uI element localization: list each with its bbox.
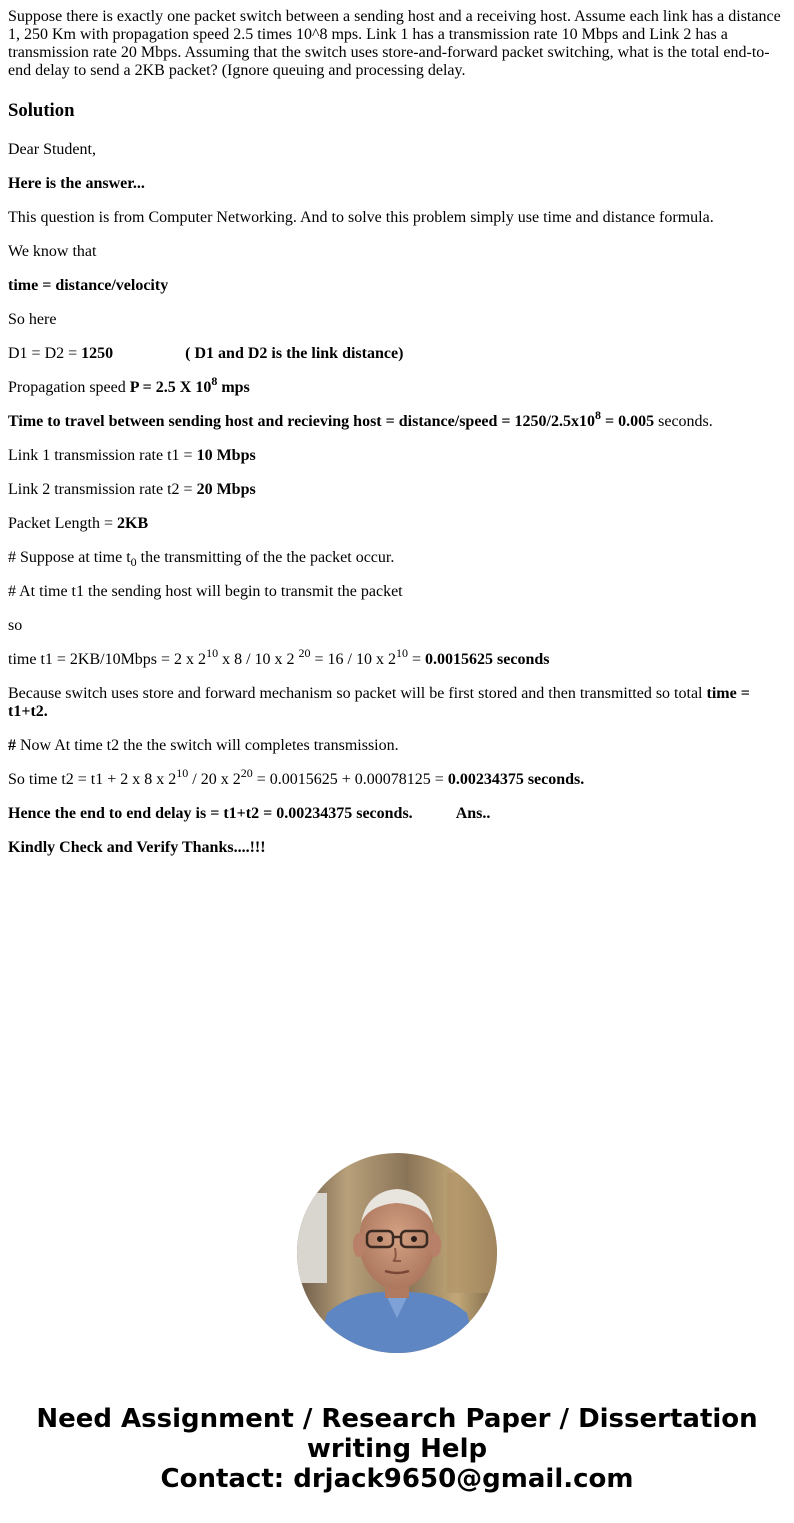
now-t2-line: # Now At time t2 the the switch will completes transmission. <box>8 737 399 754</box>
packet-length-line: Packet Length = 2KB <box>8 515 149 532</box>
store-forward-line: Because switch uses store and forward mechanism so packet will be first stored and then transmitted so total time = t1+t2. <box>8 685 750 720</box>
we-know-line: We know that <box>8 243 97 260</box>
solution-heading: Solution <box>8 100 75 121</box>
link2-rate-line: Link 2 transmission rate t2 = 20 Mbps <box>8 481 256 498</box>
greeting: Dear Student, <box>8 141 96 158</box>
footer-contact: Contact: drjack9650@gmail.com <box>160 1464 634 1494</box>
distance-line: D1 = D2 = 1250 ( D1 and D2 is the link distance) <box>8 345 404 362</box>
t1-calculation-line: time t1 = 2KB/10Mbps = 2 x $2^{10}$ x 8 / 10 x 2 $^{20}$ = 16 / 10 x $2^{10} = 0.0015625$ seconds <box>8 645 550 668</box>
end-delay-line: Hence the end to end delay is = t1+t2 = 0.00234375 seconds. Ans.. <box>8 805 491 822</box>
footer-line-2: writing Help <box>306 1434 488 1464</box>
at-t1-line: # At time t1 the sending host will begin to transmit the packet <box>8 583 403 600</box>
kindly-check-line: Kindly Check and Verify Thanks....!!! <box>8 839 266 856</box>
footer-banner <box>0 1404 794 1494</box>
propagation-speed-line: Propagation speed P = 2.5 X $10^8$ mps <box>8 373 250 396</box>
travel-time-line: Time to travel between sending host and recieving host = distance/speed = $1250/2.5x10^8 = 0.005$ seconds. <box>8 407 713 430</box>
footer-line-1: Need Assignment / Research Paper / Dissertation <box>36 1404 758 1434</box>
so-here-line: So here <box>8 311 57 328</box>
topic-line: This question is from Computer Networking. And to solve this problem simply use time and distance formula. <box>8 209 714 226</box>
question-text: Suppose there is exactly one packet switch between a sending host and a receiving host. Assume each link has a distance 1, 250 Km with propagation speed 2.5 times 10^8 mps. Link 1 has a transmission rate 10 Mbps and Link 2 has a transmission rate 20 Mbps. Assuming that the switch uses store-and-forward packet switching, what is the total end-to-end delay to send a 2KB packet? (Ignore queuing and processing delay. <box>8 8 781 79</box>
t2-calculation-line: So time t2 = t1 + 2 x 8 x $2^{10} / 20$ x $2^{20} = 0.0015625 + 0.00078125 = 0.00234375$ seconds. <box>8 765 585 788</box>
so-line: so <box>8 617 23 634</box>
link1-rate-line: Link 1 transmission rate t1 = 10 Mbps <box>8 447 256 464</box>
suppose-line: # Suppose at time $t_0$ the transmitting of the the packet occur. <box>8 549 395 570</box>
author-photo <box>297 1153 497 1353</box>
answer-intro: Here is the answer... <box>8 175 145 192</box>
formula-line: time = distance/velocity <box>8 277 169 294</box>
portrait-image <box>297 1153 497 1353</box>
